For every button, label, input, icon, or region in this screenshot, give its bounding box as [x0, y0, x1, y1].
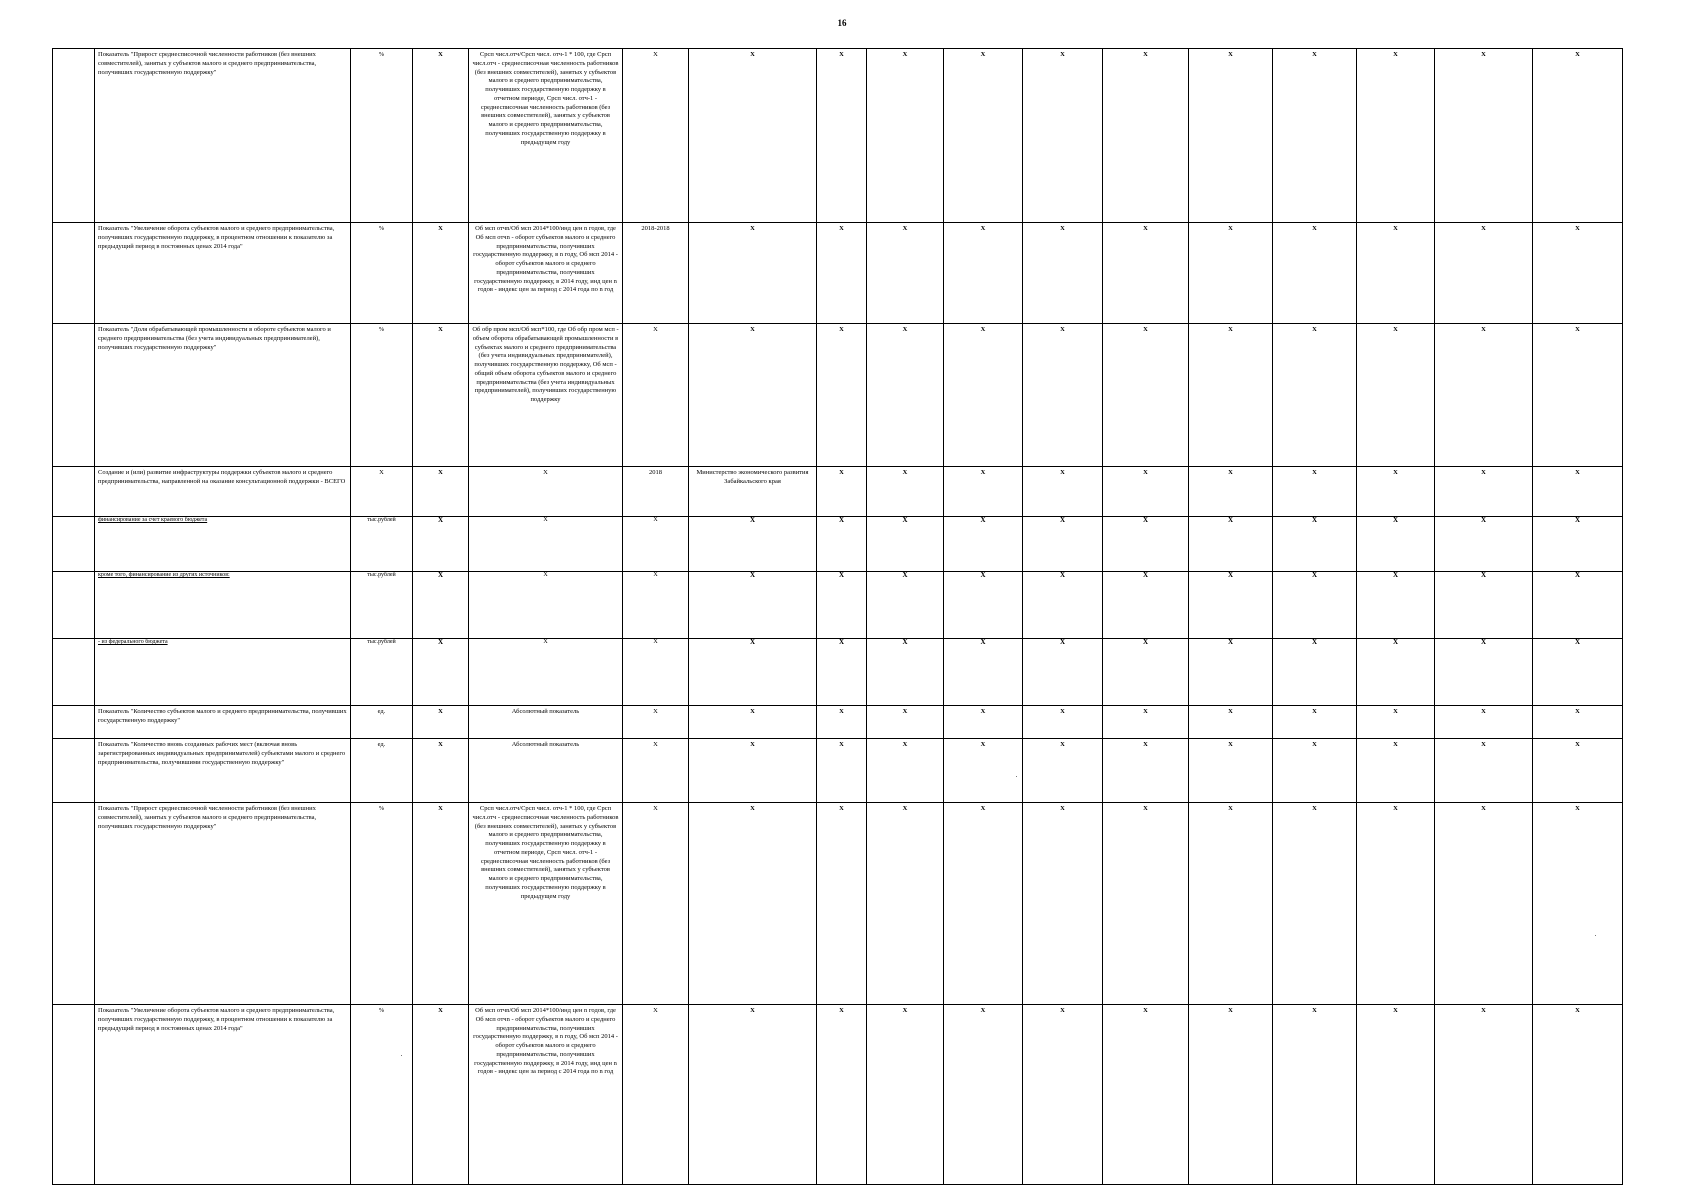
executor-cell: X — [689, 572, 817, 639]
mark-cell: X — [1435, 517, 1533, 572]
table-row — [53, 572, 1623, 639]
row-number-cell — [53, 739, 95, 803]
table-row — [53, 1005, 1623, 1185]
row-number-cell — [53, 572, 95, 639]
indicator-name-cell: Показатель "Прирост среднесписочной численности работников (без внешних совместителей), занятых у субъектов малого и среднего предпринимательства, получивших государственную поддержку" — [95, 49, 351, 223]
mark-cell: X — [1023, 706, 1103, 739]
formula-cell: Срсп числ.отч/Срсп числ. отч-1 * 100, где Срсп числ.отч - среднесписочная численность работников (без внешних совместителей), занятых у субъектов малого и среднего предпринимательства, получивших государственную поддержку в отчетном периоде, Срсп числ. отч-1 - среднесписочная численность работников (без внешних совместителей), занятых у субъектов малого и среднего предпринимательства, получивших государственную поддержку в предыдущем году — [469, 49, 623, 223]
mark-cell: X — [1189, 739, 1273, 803]
row-number-cell — [53, 803, 95, 1005]
mark-cell: X — [1273, 706, 1357, 739]
indicator-name-cell: - из федерального бюджета — [95, 639, 351, 706]
period-cell: X — [623, 803, 689, 1005]
formula-cell: X — [469, 517, 623, 572]
unit-cell: тыс.рублей — [351, 639, 413, 706]
unit-cell: % — [351, 1005, 413, 1185]
mark-cell: X — [944, 467, 1023, 517]
formula-cell: Об мсп отчn/Об мсп 2014*100/инд цен n годов, где Об мсп отчn - оборот субъектов малого и среднего предпринимательства, получивших государственную поддержку, в n году, Об мсп 2014 - оборот субъектов малого и среднего предпринимательства, получивших государственную поддержку, в 2014 году, инд цен n годов - индекс цен за период с 2014 года по n год — [469, 223, 623, 324]
mark-cell: X — [1533, 706, 1623, 739]
mark-cell: X — [1103, 49, 1189, 223]
mark-cell: X — [1189, 639, 1273, 706]
mark-cell: X — [1435, 706, 1533, 739]
formula-cell: Абсолютный показатель — [469, 706, 623, 739]
period-cell: X — [623, 572, 689, 639]
mark-cell: X — [1533, 639, 1623, 706]
row-number-cell — [53, 639, 95, 706]
mark-cell: X — [1273, 639, 1357, 706]
period-cell: X — [623, 517, 689, 572]
period-cell: 2018 — [623, 467, 689, 517]
mark-cell: X — [1273, 803, 1357, 1005]
formula-cell: X — [469, 467, 623, 517]
mark-cell: X — [413, 223, 469, 324]
mark-cell: X — [413, 572, 469, 639]
executor-cell: X — [689, 803, 817, 1005]
mark-cell: X — [1273, 223, 1357, 324]
mark-cell: X — [1435, 223, 1533, 324]
mark-cell: X — [1273, 739, 1357, 803]
mark-cell: X — [1023, 517, 1103, 572]
mark-cell: X — [1435, 803, 1533, 1005]
mark-cell: X — [1357, 467, 1435, 517]
mark-cell: X — [1357, 1005, 1435, 1185]
mark-cell: X — [1189, 803, 1273, 1005]
mark-cell: X — [1533, 223, 1623, 324]
mark-cell: X — [1533, 517, 1623, 572]
mark-cell: X — [1103, 572, 1189, 639]
unit-cell: X — [351, 467, 413, 517]
mark-cell: X — [817, 572, 867, 639]
mark-cell: X — [1357, 572, 1435, 639]
table-row — [53, 803, 1623, 1005]
period-cell: X — [623, 324, 689, 467]
unit-cell: тыс.рублей — [351, 572, 413, 639]
mark-cell: X — [1533, 803, 1623, 1005]
table-row — [53, 706, 1623, 739]
table-body — [53, 49, 1623, 1185]
mark-cell: X — [817, 639, 867, 706]
mark-cell: X — [867, 517, 944, 572]
mark-cell: X — [1435, 639, 1533, 706]
mark-cell: X — [413, 517, 469, 572]
mark-cell: X — [1435, 572, 1533, 639]
mark-cell: X — [867, 49, 944, 223]
row-number-cell — [53, 49, 95, 223]
executor-cell: X — [689, 49, 817, 223]
mark-cell: X — [1273, 467, 1357, 517]
mark-cell: X — [1023, 572, 1103, 639]
mark-cell: X — [1189, 517, 1273, 572]
mark-cell: X — [867, 572, 944, 639]
row-number-cell — [53, 223, 95, 324]
mark-cell: X — [1357, 706, 1435, 739]
mark-cell: X — [1023, 1005, 1103, 1185]
mark-cell: X — [1023, 739, 1103, 803]
mark-cell: X — [1023, 223, 1103, 324]
mark-cell: X — [1103, 1005, 1189, 1185]
executor-cell: X — [689, 706, 817, 739]
mark-cell: X — [1435, 467, 1533, 517]
mark-cell: X — [1189, 1005, 1273, 1185]
mark-cell: X — [944, 739, 1023, 803]
row-number-cell — [53, 517, 95, 572]
mark-cell: X — [867, 467, 944, 517]
indicator-name-cell: Показатель "Количество субъектов малого и среднего предпринимательства, получивших государственную поддержку" — [95, 706, 351, 739]
table-row — [53, 223, 1623, 324]
mark-cell: X — [1435, 49, 1533, 223]
formula-cell: Об мсп отчn/Об мсп 2014*100/инд цен n годов, где Об мсп отчn - оборот субъектов малого и среднего предпринимательства, получивших государственную поддержку, в n году, Об мсп 2014 - оборот субъектов малого и среднего предпринимательства, получивших государственную поддержку, в 2014 году, инд цен n годов - индекс цен за период с 2014 года по n год — [469, 1005, 623, 1185]
mark-cell: X — [867, 223, 944, 324]
mark-cell: X — [1023, 803, 1103, 1005]
executor-cell: X — [689, 739, 817, 803]
mark-cell: X — [817, 467, 867, 517]
row-number-cell — [53, 324, 95, 467]
formula-cell: Об обр пром мсп/Об мсп*100, где Об обр пром мсп - объем оборота обрабатывающей промышленности в субъектах малого и среднего предпринимательства (без учета индивидуальных предпринимателей), получивших государственную поддержку, Об мсп - общий объем оборота субъектов малого и среднего предпринимательства (без учета индивидуальных предпринимателей), получивших государственную поддержку — [469, 324, 623, 467]
mark-cell: X — [944, 706, 1023, 739]
mark-cell: X — [1357, 803, 1435, 1005]
mark-cell: X — [867, 739, 944, 803]
mark-cell: X — [1357, 517, 1435, 572]
row-number-cell — [53, 467, 95, 517]
mark-cell: X — [1357, 223, 1435, 324]
indicator-name-cell: кроме того, финансирование из других источников: — [95, 572, 351, 639]
mark-cell: X — [817, 324, 867, 467]
indicator-name-cell: Показатель "Количество вновь созданных рабочих мест (включая вновь зарегистрированных индивидуальных предпринимателей) субъектами малого и среднего предпринимательства, получившими государственную поддержку" — [95, 739, 351, 803]
table-row — [53, 517, 1623, 572]
mark-cell: X — [413, 1005, 469, 1185]
mark-cell: X — [817, 739, 867, 803]
mark-cell: X — [1357, 49, 1435, 223]
table-row — [53, 639, 1623, 706]
mark-cell: X — [867, 324, 944, 467]
period-cell: X — [623, 49, 689, 223]
mark-cell: X — [944, 49, 1023, 223]
period-cell: X — [623, 706, 689, 739]
mark-cell: X — [1273, 49, 1357, 223]
unit-cell: % — [351, 223, 413, 324]
indicator-name-cell: Показатель "Прирост среднесписочной численности работников (без внешних совместителей), занятых у субъектов малого и среднего предпринимательства, получивших государственную поддержку" — [95, 803, 351, 1005]
mark-cell: X — [1189, 223, 1273, 324]
mark-cell: X — [413, 324, 469, 467]
unit-cell: % — [351, 49, 413, 223]
mark-cell: X — [1533, 49, 1623, 223]
mark-cell: X — [1273, 572, 1357, 639]
mark-cell: X — [1533, 1005, 1623, 1185]
mark-cell: X — [1103, 706, 1189, 739]
mark-cell: X — [1103, 517, 1189, 572]
executor-cell: X — [689, 223, 817, 324]
mark-cell: X — [1189, 467, 1273, 517]
mark-cell: X — [1023, 639, 1103, 706]
formula-cell: Срсп числ.отч/Срсп числ. отч-1 * 100, где Срсп числ.отч - среднесписочная численность работников (без внешних совместителей), занятых у субъектов малого и среднего предпринимательства, получивших государственную поддержку в отчетном периоде, Срсп числ. отч-1 - среднесписочная численность работников (без внешних совместителей), занятых у субъектов малого и среднего предпринимательства, получивших государственную поддержку в предыдущем году — [469, 803, 623, 1005]
mark-cell: X — [413, 739, 469, 803]
table-row — [53, 49, 1623, 223]
table-row — [53, 739, 1623, 803]
indicator-name-cell: финансирование за счет краевого бюджета — [95, 517, 351, 572]
mark-cell: X — [413, 467, 469, 517]
mark-cell: X — [867, 639, 944, 706]
mark-cell: X — [1189, 572, 1273, 639]
period-cell: X — [623, 639, 689, 706]
executor-cell: X — [689, 1005, 817, 1185]
executor-cell: Министерство экономического развития Забайкальского края — [689, 467, 817, 517]
mark-cell: X — [944, 223, 1023, 324]
unit-cell: % — [351, 803, 413, 1005]
formula-cell: Абсолютный показатель — [469, 739, 623, 803]
mark-cell: X — [413, 803, 469, 1005]
executor-cell: X — [689, 639, 817, 706]
page-number: 16 — [837, 18, 847, 28]
executor-cell: X — [689, 324, 817, 467]
row-number-cell — [53, 1005, 95, 1185]
mark-cell: X — [817, 1005, 867, 1185]
mark-cell: X — [944, 517, 1023, 572]
unit-cell: тыс.рублей — [351, 517, 413, 572]
mark-cell: X — [1189, 49, 1273, 223]
period-cell: X — [623, 739, 689, 803]
mark-cell: X — [1103, 639, 1189, 706]
mark-cell: X — [1533, 467, 1623, 517]
mark-cell: X — [944, 324, 1023, 467]
mark-cell: X — [1357, 639, 1435, 706]
mark-cell: X — [1273, 517, 1357, 572]
mark-cell: X — [413, 49, 469, 223]
mark-cell: X — [867, 803, 944, 1005]
mark-cell: X — [1533, 324, 1623, 467]
mark-cell: X — [1103, 324, 1189, 467]
mark-cell: X — [1103, 739, 1189, 803]
mark-cell: X — [1189, 324, 1273, 467]
table-row — [53, 324, 1623, 467]
mark-cell: X — [817, 706, 867, 739]
formula-cell: X — [469, 639, 623, 706]
unit-cell: % — [351, 324, 413, 467]
mark-cell: X — [944, 639, 1023, 706]
unit-cell: ед. — [351, 739, 413, 803]
mark-cell: X — [817, 49, 867, 223]
mark-cell: X — [1023, 49, 1103, 223]
mark-cell: X — [1435, 324, 1533, 467]
formula-cell: X — [469, 572, 623, 639]
period-cell: 2018-2018 — [623, 223, 689, 324]
mark-cell: X — [867, 706, 944, 739]
mark-cell: X — [817, 803, 867, 1005]
mark-cell: X — [1533, 572, 1623, 639]
row-number-cell — [53, 706, 95, 739]
mark-cell: X — [1533, 739, 1623, 803]
mark-cell: X — [1273, 1005, 1357, 1185]
mark-cell: X — [1103, 803, 1189, 1005]
mark-cell: X — [944, 1005, 1023, 1185]
mark-cell: X — [413, 639, 469, 706]
mark-cell: X — [413, 706, 469, 739]
mark-cell: X — [1435, 1005, 1533, 1185]
table-row — [53, 467, 1623, 517]
indicator-name-cell: Показатель "Доля обрабатывающей промышленности в обороте субъектов малого и среднего предпринимательства (без учета индивидуальных предпринимателей), получивших государственную поддержку" — [95, 324, 351, 467]
mark-cell: X — [1103, 467, 1189, 517]
indicator-name-cell: Создание и (или) развитие инфраструктуры поддержки субъектов малого и среднего предпринимательства, направленной на оказание консультационной поддержки - ВСЕГО — [95, 467, 351, 517]
indicator-name-cell: Показатель "Увеличение оборота субъектов малого и среднего предпринимательства, получивших государственную поддержку, в процентном отношении к показателю за предыдущий период в постоянных ценах 2014 года" — [95, 223, 351, 324]
mark-cell: X — [1435, 739, 1533, 803]
mark-cell: X — [944, 572, 1023, 639]
program-table — [52, 48, 1623, 1185]
executor-cell: X — [689, 517, 817, 572]
mark-cell: X — [1023, 324, 1103, 467]
mark-cell: X — [944, 803, 1023, 1005]
mark-cell: X — [817, 223, 867, 324]
unit-cell: ед. — [351, 706, 413, 739]
mark-cell: X — [1103, 223, 1189, 324]
period-cell: X — [623, 1005, 689, 1185]
indicator-name-cell: Показатель "Увеличение оборота субъектов малого и среднего предпринимательства, получивших государственную поддержку, в процентном отношении к показателю за предыдущий период в постоянных ценах 2014 года" — [95, 1005, 351, 1185]
mark-cell: X — [1357, 739, 1435, 803]
mark-cell: X — [817, 517, 867, 572]
mark-cell: X — [1357, 324, 1435, 467]
mark-cell: X — [867, 1005, 944, 1185]
mark-cell: X — [1273, 324, 1357, 467]
mark-cell: X — [1189, 706, 1273, 739]
mark-cell: X — [1023, 467, 1103, 517]
